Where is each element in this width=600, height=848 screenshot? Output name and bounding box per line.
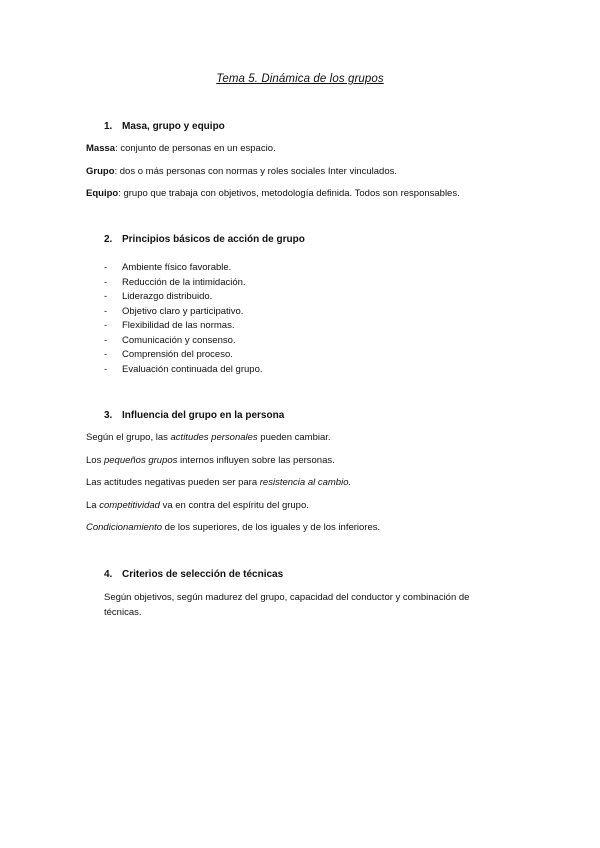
list-item <box>104 262 231 273</box>
list-item <box>104 306 243 317</box>
influence-text: va en contra del espíritu del grupo. <box>159 500 309 511</box>
definition-text: : conjunto de personas en un espacio. <box>115 143 276 154</box>
influence-emphasis: pequeños grupos <box>103 455 178 466</box>
section-1-number: 1. <box>104 121 113 132</box>
definition-term: Massa <box>86 143 116 154</box>
influence-line <box>86 432 331 443</box>
list-item-text: Comprensión del proceso. <box>122 349 233 360</box>
influence-line <box>86 522 380 533</box>
definition-equipo <box>86 188 460 199</box>
list-item <box>104 320 234 331</box>
list-item-text: Comunicación y consenso. <box>122 335 236 346</box>
list-item-text: Flexibilidad de las normas. <box>122 320 235 331</box>
section-3-heading <box>104 410 284 421</box>
section-1-heading <box>104 121 225 132</box>
dash-bullet: - <box>104 364 108 375</box>
influence-emphasis: competitividad <box>99 500 160 511</box>
list-item-text: Objetivo claro y participativo. <box>122 306 244 317</box>
dash-bullet: - <box>104 291 108 302</box>
definition-term: Grupo <box>86 166 115 177</box>
influence-text: de los superiores, de los iguales y de los inferiores. <box>162 522 381 533</box>
section-2-title: Principios básicos de acción de grupo <box>122 234 305 245</box>
section-4-number: 4. <box>104 569 113 580</box>
section-1-title: Masa, grupo y equipo <box>122 121 225 132</box>
list-item-text: Liderazgo distribuido. <box>122 291 213 302</box>
list-item <box>104 291 212 302</box>
definition-term: Equipo <box>86 188 119 199</box>
list-item-text: Ambiente físico favorable. <box>122 262 232 273</box>
influence-text: Las actitudes negativas pueden ser para <box>86 477 260 488</box>
section-3-title: Influencia del grupo en la persona <box>122 410 285 421</box>
section-2-number: 2. <box>104 234 113 245</box>
list-item-text: Reducción de la intimidación. <box>122 277 246 288</box>
dash-bullet: - <box>104 262 108 273</box>
section-4-paragraph: Según objetivos, según madurez del grupo, capacidad del conductor y combinación de técnicas. <box>104 592 470 618</box>
section-2-heading <box>104 234 305 245</box>
dash-bullet: - <box>104 277 108 288</box>
definition-massa <box>86 143 276 154</box>
influence-line <box>86 500 309 511</box>
influence-text: Los <box>86 455 104 466</box>
dash-bullet: - <box>104 320 108 331</box>
dash-bullet: - <box>104 335 108 346</box>
influence-emphasis: Condicionamiento <box>86 522 163 533</box>
list-item <box>104 335 236 346</box>
section-4-title: Criterios de selección de técnicas <box>122 569 284 580</box>
list-item <box>104 349 233 360</box>
dash-bullet: - <box>104 349 108 360</box>
influence-text: La <box>86 500 100 511</box>
influence-line <box>86 455 335 466</box>
definition-grupo <box>86 166 397 177</box>
section-4-heading <box>104 569 283 580</box>
influence-text: Según el grupo, las <box>86 432 171 443</box>
list-item <box>104 277 246 288</box>
definition-text: : dos o más personas con normas y roles sociales Inter vinculados. <box>114 166 397 177</box>
influence-emphasis: actitudes personales <box>170 432 258 443</box>
dash-bullet: - <box>104 306 108 317</box>
list-item <box>104 364 263 375</box>
document-title: Tema 5. Dinámica de los grupos <box>216 73 384 85</box>
influence-text: pueden cambiar. <box>257 432 331 443</box>
list-item-text: Evaluación continuada del grupo. <box>122 364 263 375</box>
influence-text: internos influyen sobre las personas. <box>177 455 335 466</box>
influence-emphasis: resistencia al cambio. <box>259 477 352 488</box>
section-3-number: 3. <box>104 410 113 421</box>
influence-line <box>86 477 351 488</box>
definition-text: : grupo que trabaja con objetivos, metodología definida. Todos son responsables. <box>118 188 460 199</box>
